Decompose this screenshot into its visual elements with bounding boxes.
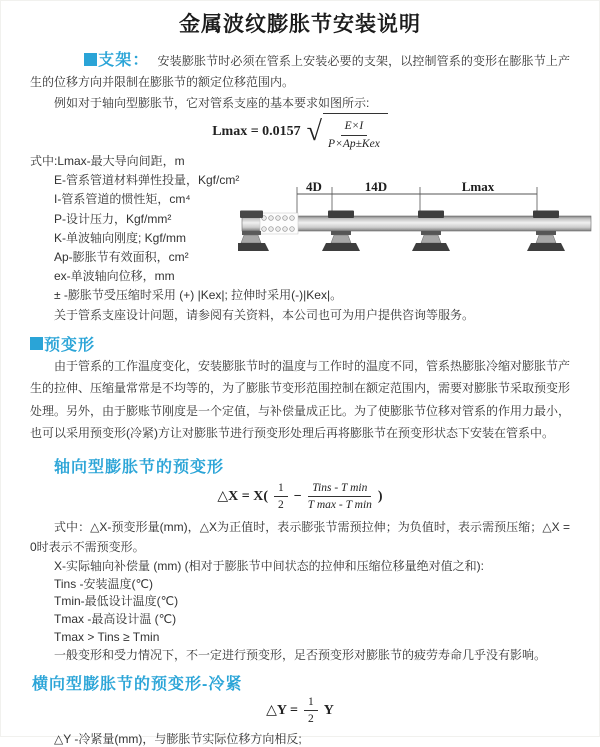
predeform-section-header xyxy=(30,334,570,353)
dim-label-lmax: Lmax xyxy=(461,180,495,194)
formula-lhs: Lmax = 0.0157 xyxy=(212,124,301,139)
formula-lhs: △Y = xyxy=(266,703,298,719)
formula-denominator: P×Ap±Kex xyxy=(328,137,380,150)
definition-line: 式中:Lmax-最大导向间距，m xyxy=(30,154,185,168)
formula-radicand xyxy=(323,113,388,151)
formula-lhs: △X = X( xyxy=(217,489,269,505)
lmax-formula xyxy=(30,116,570,150)
definitions-block xyxy=(30,152,570,325)
axial-item: Tmax -最高设计温 (℃) xyxy=(54,612,177,627)
lateral-note: △Y -冷紧量(mm)，与膨胀节实际位移方向相反; xyxy=(54,731,302,746)
definition-line: ex-单波轴向位移，mm xyxy=(54,269,175,284)
formula-fraction-half: $\frac{1}{2}$ xyxy=(304,695,318,727)
axial-items-block xyxy=(30,558,570,665)
definition-line: K-单波轴向刚度; Kgf/mm xyxy=(54,230,187,245)
sqrt-icon: √ xyxy=(306,116,323,147)
support-closing-line: 关于管系支座设计问题，请参阅有关资料，本公司也可为用户提供咨询等服务。 xyxy=(54,307,475,322)
plus-minus-note: ± -膨胀节受压缩时采用 (+) |Kex|; 拉伸时采用(-)|Kex|。 xyxy=(54,288,343,303)
support-intro-text: 安装膨胀节时必须在管系上安装必要的支架，以控制管系的变形在膨胀节上产生的位移方向并限制在膨胀节的额定位移范围内。 xyxy=(30,54,570,89)
section-marker-icon xyxy=(84,53,97,66)
formula-rhs: ) xyxy=(377,488,383,504)
support-intro-paragraph xyxy=(30,50,570,93)
formula-fraction-temp: $\frac{\text{Tins - T min}}{\text{T max - T min}}$ xyxy=(307,481,372,512)
axial-item: Tmax > Tins ≥ Tmin xyxy=(54,630,160,645)
dim-label-4d: 4D xyxy=(306,180,322,194)
section-marker-icon xyxy=(30,337,43,350)
axial-item: Tmin-最低设计温度(℃) xyxy=(54,594,179,609)
axial-subheader: 轴向型膨胀节的预变形 xyxy=(54,458,225,476)
minus-sign: − xyxy=(293,488,302,504)
lateral-subheader: 横向型膨胀节的预变形-冷紧 xyxy=(32,675,243,693)
axial-explain-paragraph: 式中：△X-预变形量(mm)，△X为正值时，表示膨张节需预拉伸；为负值时，表示需预压缩；△X = 0时表示不需预变形。 xyxy=(30,519,570,555)
definition-line: Ap-膨胀节有效面积，cm² xyxy=(54,250,189,265)
bellows-icon xyxy=(260,213,298,234)
definition-line: E-管系管道材料弹性投量，Kgf/cm² xyxy=(54,173,240,188)
dim-label-14d: 14D xyxy=(364,180,388,194)
formula-rhs: Y xyxy=(323,702,334,718)
axial-item: Tins -安装温度(℃) xyxy=(54,576,154,591)
predeform-section-title: 预变形 xyxy=(44,336,96,354)
axial-item: X-实际轴向补偿量 (mm) (相对于膨胀节中间状态的拉伸和压缩位移量绝对值之和): xyxy=(54,558,484,573)
predeform-paragraph: 由于管系的工作温度变化，安装膨胀节时的温度与工作时的温度不同，管系热膨胀冷缩对膨胀节产生的拉伸、压缩量常常是不均等的，为了膨胀节变形范围控制在额定范围内，需要对膨胀节采取预变形处理。另外，由于膨账节刚度是一个定值，与补偿量成正比。为了使膨胀节位移对管系的作用力最小，也可以采用预变形(冷紧)方让对膨胀节进行预变形处理后再将膨胀节在预变形状态下安装在管系中。 xyxy=(30,358,571,441)
formula-fraction-half: $\frac{1}{2}$ xyxy=(274,481,288,513)
axial-item: 一般变形和受力情况下，不一定进行预变形，足否预变形对膨胀节的疲劳寿命几乎没有影响。 xyxy=(54,647,547,662)
pipe-support-diagram xyxy=(238,180,596,272)
formula-numerator: E×I xyxy=(341,119,368,135)
dimension-lines xyxy=(297,187,537,213)
support-example-line: 例如对于轴向型膨胀节，它对管系支座的基本要求如图所示: xyxy=(54,96,370,110)
axial-formula xyxy=(30,479,570,515)
definition-line: I-管系管道的惯性矩，cm⁴ xyxy=(54,192,191,207)
page-title: 金属波纹膨胀节安装说明 xyxy=(179,13,421,36)
definition-line: P-设计压力，Kgf/mm² xyxy=(54,211,172,226)
lateral-formula xyxy=(30,696,570,726)
support-section-title: 支架： xyxy=(98,52,150,69)
